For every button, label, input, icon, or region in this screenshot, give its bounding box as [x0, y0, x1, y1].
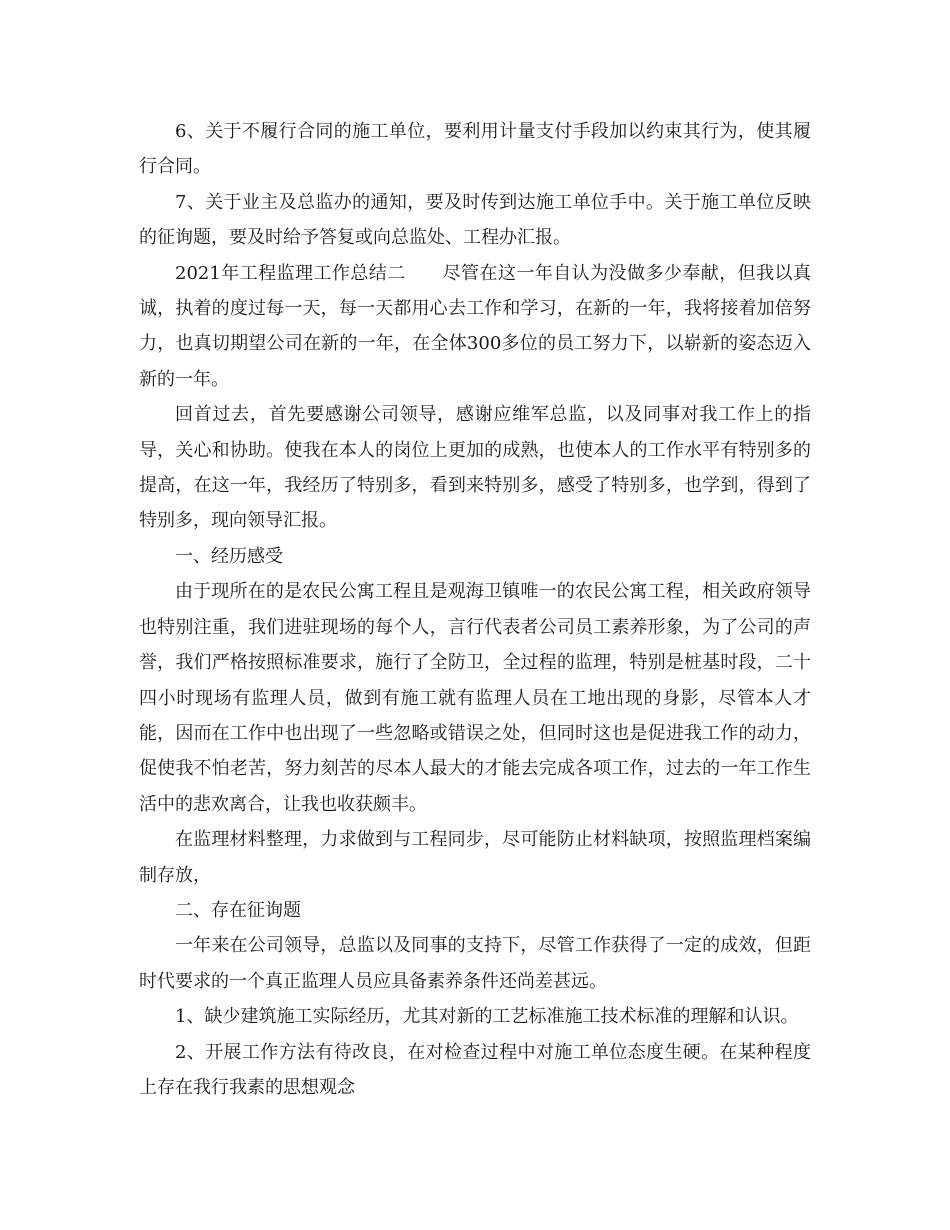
section-heading-problems: 二、存在征询题	[175, 899, 301, 921]
paragraph-problem-1: 1、缺少建筑施工实际经历，尤其对新的工艺标准施工技术标准的理解和认识。	[175, 1006, 799, 1028]
paragraph-materials: 在监理材料整理，力求做到与工程同步，尽可能防止材料缺项，按照监理档案编制存放，	[139, 829, 811, 886]
section-heading-experience: 一、经历感受	[175, 545, 283, 567]
paragraph-item-7: 7、关于业主及总监办的通知，要及时传到达施工单位手中。关于施工单位反映的征询题，要及时给予答复或向总监处、工程办汇报。	[139, 191, 811, 249]
document-body	[139, 114, 811, 1105]
paragraph-problems-intro: 一年来在公司领导，总监以及同事的支持下，尽管工作获得了一定的成效，但距时代要求的一个真正监理人员应具备素养条件还尚差甚远。	[139, 935, 811, 992]
paragraph-item-6: 6、关于不履行合同的施工单位，要利用计量支付手段加以约束其行为，使其履行合同。	[139, 121, 811, 178]
paragraph-review: 回首过去，首先要感谢公司领导，感谢应维军总监，以及同事对我工作上的指导，关心和协助。使我在本人的岗位上更加的成熟，也使本人的工作水平有特别多的提高，在这一年，我经历了特别多，看到来特别多，感受了特别多，也学到，得到了特别多，现向领导汇报。	[139, 404, 811, 532]
paragraph-experience: 由于现所在的是农民公寓工程且是观海卫镇唯一的农民公寓工程，相关政府领导也特别注重，我们进驻现场的每个人，言行代表者公司员工素养形象，为了公司的声誉，我们严格按照标准要求，施行了全防卫，全过程的监理，特别是桩基时段，二十四小时现场有监理人员，做到有施工就有监理人员在工地出现的身影，尽管本人才能，因而在工作中也出现了一些忽略或错误之处，但同时这也是促进我工作的动力，促使我不怕老苦，努力刻苦的尽本人最大的才能去完成各项工作，过去的一年工作生活中的悲欢离合，让我也收获颇丰。	[139, 581, 811, 815]
paragraph-problem-2: 2、开展工作方法有待改良，在对检查过程中对施工单位态度生硬。在某种程度上存在我行我素的思想观念	[139, 1041, 811, 1098]
paragraph-summary-intro: 2021年工程监理工作总结二 尽管在这一年自认为没做多少奉献，但我以真诚，执着的度过每一天，每一天都用心去工作和学习，在新的一年，我将接着加倍努力，也真切期望公司在新的一年，在全体300多位的员工努力下，以崭新的姿态迈入新的一年。	[139, 262, 811, 390]
